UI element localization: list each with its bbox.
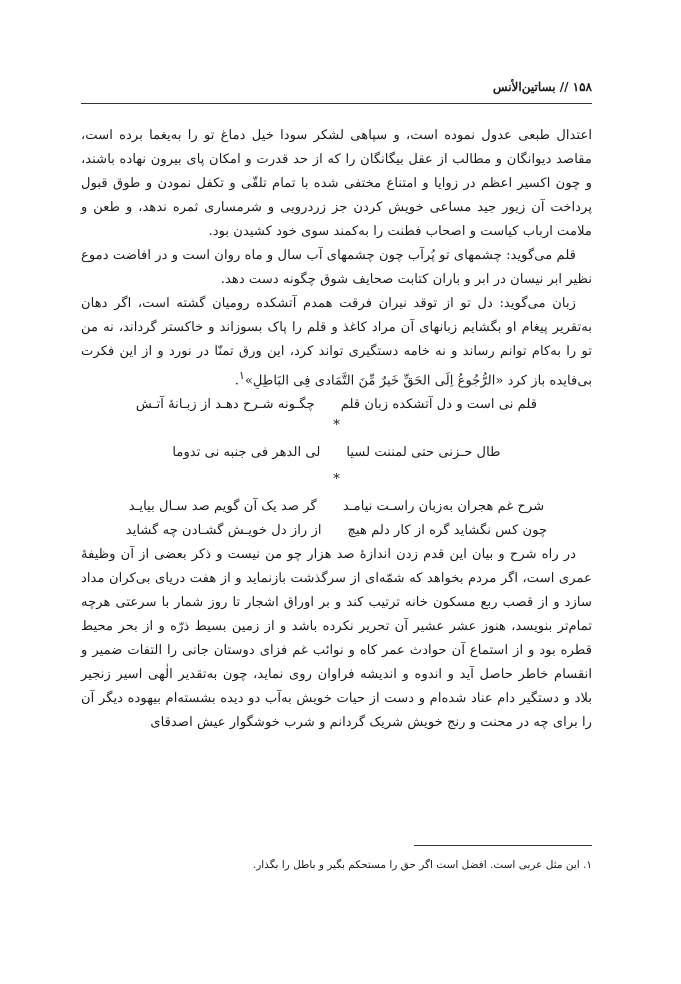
verse-couplet-3 — [81, 495, 592, 519]
footnote: ۱. این مثل عربی است. افضل است اگر حق را مستحکم بگیر و باطل را بگذار. — [252, 859, 592, 871]
verse-1-hemistich-2: چگـونه شـرح دهـد از زبـانهٔ آتـش — [135, 397, 315, 413]
paragraph-1: اعتدال طبعی عدول نموده است، و سپاهی لشکر سودا خیل دماغ تو را به‌یغما برده است، مقاصد دیوانگان و مطالب از عقل بیگانگان را که از حد قدرت و امکان پای بیرون نهاده باشند، و چون اکسیر اعظم در زوایا و امتناع مختفی شده با تمام تلقّی و تکفل نمودن و طوق قبول پرداخت آن زیور جید مساعی خویش کردن جز زردرویی و شرمساری ثمره ندهد، و طعن و ملامت ارباب کیاست و اصحاب فطنت را به‌کمند سوی خود کشیدن بود. — [81, 128, 592, 239]
verse-couplet-2 — [81, 441, 592, 465]
paragraph-3-text: زبان می‌گوید: دل تو از توقد نیران فرقت همدم آتشکده رومیان گشته است، اگر دهان به‌تقریر پیغام او بگشایم زبانهای آن مراد کاغذ و قلم را پاک بسوزاند و خاکستر گرداند، نه من تو را به‌کام توانم رساند و نه خامه دستگیری تواند کرد، این ورق تمنّا در نورد و از این فکرت بی‌فایده باز کرد «الرُّجُوعُ اِلَی الحَقِّ خَیرٌ مِّنَ التَّمَادی فِی البَاطِلِ» — [81, 296, 592, 389]
main-text — [81, 124, 592, 735]
verse-1-hemistich-1: قلم نی است و دل آتشکده زبان قلم — [340, 397, 538, 413]
paragraph-4: در راه شرح و بیان این قدم زدن اندازهٔ صد هزار چو من نیست و ذکر بعضی از آن وظیفهٔ عمری است، اگر مردم بخواهد که شمّه‌ای از سرگذشت بازنماید و از هفت دریای بی‌کران مداد سازد و از قصب ربع مسکون خانه ترتیب کند و بر اوراق اشجار تا روز شمار با سرعتی هرچه تمام‌تر بنویسد، هنوز عشر عشیر آن تحریر نکرده باشد و از زمین بسیط ذرّه و از بحر محیط قطره بود و از استماع آن حوادث عمر کاه و نوائب غم فزای دوستان جانی را التفات ضمیر و انقسام خاطر حاصل آید و اندوه و اندیشه فراوان روی نماید، چون به‌تقدیر الٰهی اسیر زنجیر بلاد و دستگیر دام عناد شده‌ام و دست از حیات خویش به‌آب دو دیده بشسته‌ام بیهوده دیگر آن را برای چه در محنت و رنج خویش شریک گردانم و شرب خوشگوار عیش اصدقای — [81, 547, 592, 731]
footnote-rule — [414, 845, 592, 846]
verse-couplet-4 — [81, 519, 592, 543]
running-title: ۱۵۸ // بساتین‌الأنس — [492, 80, 592, 94]
running-header — [81, 76, 592, 98]
header-rule — [81, 103, 592, 104]
verse-3-hemistich-1: شرح غم هجران به‌زبان راسـت نیامـد — [342, 499, 545, 515]
verse-3-hemistich-2: گر صد یک آن گویم صد سـال بیایـد — [128, 499, 317, 515]
verse-2-hemistich-1: طال حـزنی حتی لمننت لسیا — [346, 445, 501, 461]
paragraph-3: زبان می‌گوید: دل تو از توقد نیران فرقت همدم آتشکده رومیان گشته است، اگر دهان به‌تقریر پیغام او بگشایم زبانهای آن مراد کاغذ و قلم را پاک بسوزاند و خاکستر گرداند، نه من تو را به‌کام توانم رساند و نه خامه دستگیری تواند کرد، این ورق تمنّا در نورد و از این فکرت بی‌فایده باز کرد «الرُّجُوعُ اِلَی الحَقِّ خَیرٌ مِّنَ التَّمَادی فِی البَاطِلِ»$^۱$. — [81, 296, 592, 389]
verse-separator-star-1: * — [333, 418, 340, 434]
footnote-mark: ۱ — [238, 369, 245, 382]
paragraph-2: قلم می‌گوید: چشمهای تو پُرآب چون چشمهای آب سال و ماه روان است و در افاضت دموع نظیر ابر نیسان در ابر و باران کتابت صحایف شوق چگونه دست دهد. — [81, 248, 592, 287]
verse-separator-star-2: * — [333, 472, 340, 488]
verse-2-hemistich-2: لی الدهر فی جنبه نی تدوما — [172, 445, 321, 461]
verse-couplet-1 — [81, 393, 592, 417]
verse-4-hemistich-1: چون کس نگشاید گره از کار دلم هیچ — [347, 523, 548, 539]
verse-4-hemistich-2: از راز دل خویـش گشـادن چه گشاید — [125, 523, 322, 539]
